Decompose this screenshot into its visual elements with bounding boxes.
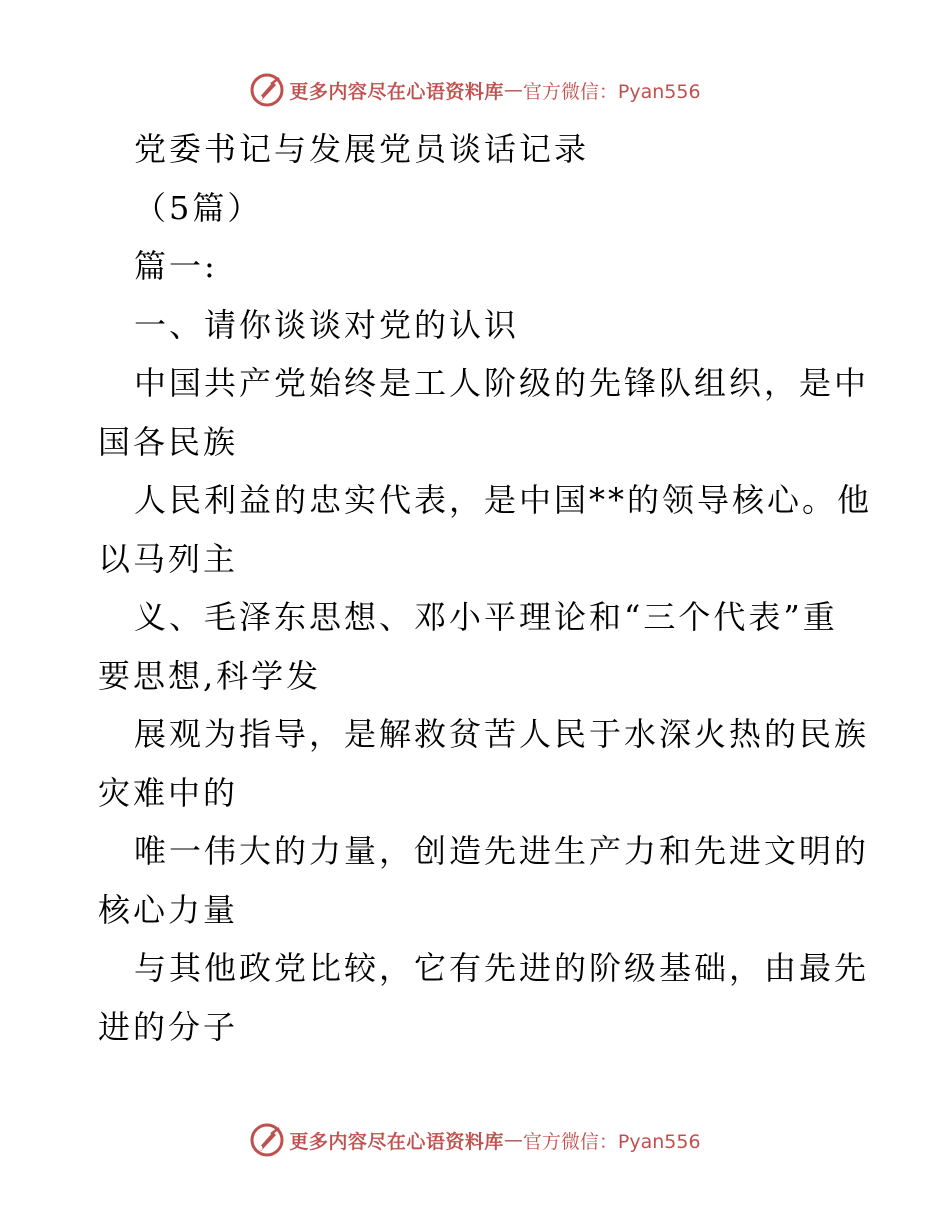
red-quill-logo-icon bbox=[249, 1122, 285, 1158]
paragraph-line: 灾难中的 bbox=[98, 773, 239, 812]
banner-text: 更多内容尽在心语资料库 bbox=[289, 1130, 504, 1153]
paragraph-line: 义、毛泽东思想、邓小平理论和“三个代表”重 bbox=[134, 598, 838, 636]
paragraph-line: 唯一伟大的力量，创造先进生产力和先进文明的 bbox=[134, 832, 870, 870]
paragraph-line: 人民利益的忠实代表，是中国**的领导核心。他 bbox=[134, 481, 873, 519]
paragraph-line: 进的分子 bbox=[98, 1007, 239, 1046]
banner-wechat: 官方微信：Pyan556 bbox=[522, 1130, 701, 1153]
red-quill-logo-icon bbox=[249, 72, 285, 108]
paragraph-line: 要思想,科学发 bbox=[98, 656, 322, 695]
banner-separator: — bbox=[503, 79, 523, 101]
document-title: 党委书记与发展党员谈话记录 bbox=[134, 130, 590, 168]
document-subtitle: （5篇） bbox=[134, 188, 263, 227]
banner-wechat: 官方微信：Pyan556 bbox=[522, 80, 701, 103]
paragraph-line: 中国共产党始终是工人阶级的先锋队组织，是中 bbox=[134, 364, 870, 402]
paragraph-line: 以马列主 bbox=[98, 539, 239, 578]
paragraph-line: 核心力量 bbox=[98, 890, 239, 929]
document-body bbox=[98, 120, 873, 1056]
paragraph-line: 国各民族 bbox=[98, 422, 239, 461]
paragraph-line: 展观为指导，是解救贫苦人民于水深火热的民族 bbox=[134, 715, 870, 753]
banner-separator: — bbox=[503, 1129, 523, 1151]
footer-banner bbox=[0, 1118, 950, 1162]
banner-text: 更多内容尽在心语资料库 bbox=[289, 80, 504, 103]
question-heading: 一、请你谈谈对党的认识 bbox=[134, 305, 520, 344]
paragraph-line: 与其他政党比较，它有先进的阶级基础，由最先 bbox=[134, 949, 870, 987]
section-heading: 篇一: bbox=[134, 247, 218, 285]
header-banner bbox=[0, 68, 950, 112]
